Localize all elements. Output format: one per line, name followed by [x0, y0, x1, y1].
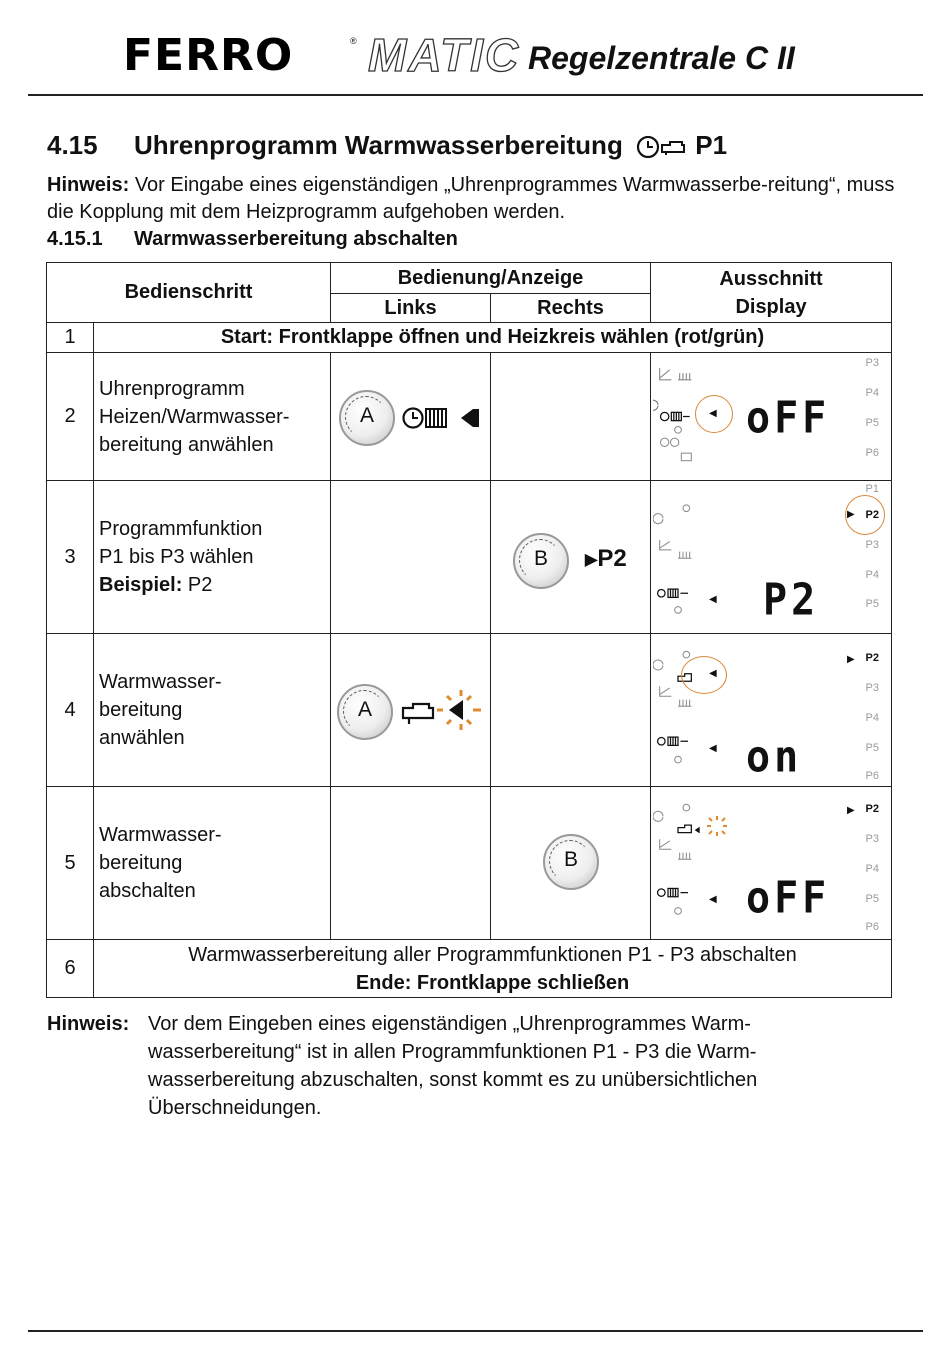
p-label: P3: [865, 682, 880, 694]
step-line-end: Ende: Frontklappe schließen: [355, 971, 630, 994]
note-line: Vor dem Eingeben eines eigenständigen „Uhrenprogrammes Warm-: [148, 1013, 751, 1035]
display-value: oFF: [746, 392, 831, 444]
p-label: P4: [865, 863, 880, 875]
p-label: P6: [865, 447, 880, 459]
step-description: [94, 353, 331, 481]
display-symbols-icon: [653, 787, 703, 939]
example-label: Beispiel:: [99, 574, 183, 596]
step-description: [94, 634, 331, 787]
note-top-label: Hinweis:: [47, 174, 130, 196]
note-bottom-label: Hinweis:: [47, 1013, 130, 1035]
step-line: P1 bis P3 wählen: [99, 546, 254, 568]
control-right: [491, 353, 651, 481]
display-value: P2: [763, 574, 820, 626]
table-row: [47, 353, 892, 481]
table-row: [47, 323, 892, 353]
note-line: Überschneidungen.: [148, 1097, 322, 1119]
step-line: Warmwasser-: [99, 671, 222, 693]
cursor-arrow-icon: ◀: [709, 743, 717, 754]
step-number: 3: [47, 481, 94, 634]
example-value: P2: [187, 574, 213, 596]
subsection-title-text: Warmwasserbereitung abschalten: [134, 228, 458, 250]
table-row: [47, 634, 892, 787]
display-cutout: [651, 353, 892, 481]
control-left: [331, 353, 491, 481]
document-subtitle: Regelzentrale C II: [528, 40, 795, 76]
note-line: wasserbereitung abzuschalten, sonst kommt es zu unübersichtlichen: [148, 1069, 758, 1091]
p-label: P3: [865, 833, 880, 845]
step-line: Warmwasser-: [99, 824, 222, 846]
step-line: bereitung: [99, 699, 183, 721]
tap-blinking-arrow-icon: [399, 686, 487, 734]
header-left: Links: [331, 294, 491, 323]
control-left: [331, 481, 491, 634]
cursor-arrow-icon: ◀: [709, 594, 717, 605]
subsection-title: [47, 228, 458, 251]
note-line: wasserbereitung“ ist in allen Programmfunktionen P1 - P3 die Warm-: [148, 1041, 757, 1063]
step-description: [94, 787, 331, 940]
subsection-number: 4.15.1: [47, 228, 103, 250]
p-label: P5: [865, 893, 880, 905]
header-control: Bedienung/Anzeige: [331, 263, 651, 294]
control-right: [491, 634, 651, 787]
p-label: P3: [865, 539, 880, 551]
play-arrow-icon: ▶: [585, 551, 598, 569]
control-right: [491, 481, 651, 634]
header-display-line2: Display: [735, 295, 807, 318]
display-cutout: [651, 481, 892, 634]
section-title: [47, 130, 727, 161]
steps-table: [46, 262, 892, 998]
step-line: bereitung anwählen: [99, 433, 274, 456]
table-row: [47, 481, 892, 634]
section-title-text: Uhrenprogramm Warmwasserbereitung: [134, 130, 623, 160]
highlight-circle: [681, 656, 727, 694]
p-label: P2: [865, 803, 880, 815]
knob-b: [513, 533, 569, 589]
page-header: [28, 24, 923, 96]
brand-logo-matic: MATIC: [368, 29, 521, 81]
table-row: [47, 787, 892, 940]
control-left: [331, 634, 491, 787]
knob-label: A: [359, 404, 374, 427]
step-line: anwählen: [99, 727, 185, 749]
table-row: [47, 940, 892, 998]
p-label: P4: [865, 569, 880, 581]
control-right: [491, 787, 651, 940]
knob-a: [337, 684, 393, 740]
step-line: Heizen/Warmwasser-: [99, 405, 290, 428]
clock-tap-icon: [636, 134, 688, 160]
knob-label: A: [357, 698, 372, 721]
step-line: abschalten: [99, 880, 196, 902]
step-number: 5: [47, 787, 94, 940]
clock-radiator-arrow-icon: [401, 403, 486, 433]
step-number: 6: [47, 940, 94, 998]
knob-label: B: [533, 547, 548, 570]
p-label: P6: [865, 770, 880, 782]
registered-mark: ®: [350, 36, 357, 46]
step-line: Uhrenprogramm: [99, 377, 245, 400]
step-number: 2: [47, 353, 94, 481]
header-step: Bedienschritt: [47, 263, 331, 323]
cursor-arrow-icon: ◀: [709, 894, 717, 905]
active-program-arrow-icon: ▶: [847, 654, 855, 665]
active-program-arrow-icon: ▶: [847, 509, 855, 520]
step-line: bereitung: [99, 852, 183, 874]
header-right: Rechts: [491, 294, 651, 323]
note-bottom-body: [148, 1010, 888, 1122]
footer-divider: [28, 1330, 923, 1332]
step-line: Warmwasserbereitung aller Programmfunktionen P1 - P3 abschalten: [188, 943, 797, 966]
step-text: Start: Frontklappe öffnen und Heizkreis wählen (rot/grün): [94, 323, 892, 353]
header-display: [651, 263, 892, 323]
knob-a: [339, 390, 395, 446]
knob-b: [543, 834, 599, 890]
brand-logo-ferro: FERRO: [123, 30, 294, 81]
step-text: [94, 940, 892, 998]
step-number: 1: [47, 323, 94, 353]
header-display-line1: Ausschnitt: [719, 267, 823, 290]
step-line: Programmfunktion: [99, 518, 263, 540]
p-label: P5: [865, 417, 880, 429]
step-description: [94, 481, 331, 634]
knob-label: B: [563, 848, 578, 871]
p-label: P4: [865, 387, 880, 399]
indicator-label: P2: [597, 545, 627, 572]
section-program: P1: [695, 130, 728, 160]
p-label: P5: [865, 598, 880, 610]
p-label: P1: [865, 483, 880, 495]
display-cutout: [651, 634, 892, 787]
control-left: [331, 787, 491, 940]
note-top: [47, 172, 897, 226]
p-label: P2: [865, 652, 880, 664]
display-cutout: [651, 787, 892, 940]
p-label: P5: [865, 742, 880, 754]
step-number: 4: [47, 634, 94, 787]
display-value: oFF: [746, 872, 831, 924]
display-value: on: [746, 731, 803, 783]
blink-rays-icon: [705, 815, 729, 837]
note-bottom: [47, 1010, 897, 1119]
cursor-arrow-icon: ◀: [709, 408, 717, 419]
p-label: P2: [865, 509, 880, 521]
active-program-arrow-icon: ▶: [847, 805, 855, 816]
note-top-text: Vor Eingabe eines eigenständigen „Uhrenprogrammes Warmwasserbe-reitung“, muss die Kopplung mit dem Heizprogramm aufgehoben werden.: [47, 174, 895, 223]
p-label: P3: [865, 357, 880, 369]
program-indicator: [585, 545, 627, 573]
p-label: P6: [865, 921, 880, 933]
display-symbols-icon: [653, 481, 703, 633]
blinking-arrow-icon: ◀: [709, 668, 717, 679]
section-number: 4.15: [47, 130, 98, 160]
p-label: P4: [865, 712, 880, 724]
